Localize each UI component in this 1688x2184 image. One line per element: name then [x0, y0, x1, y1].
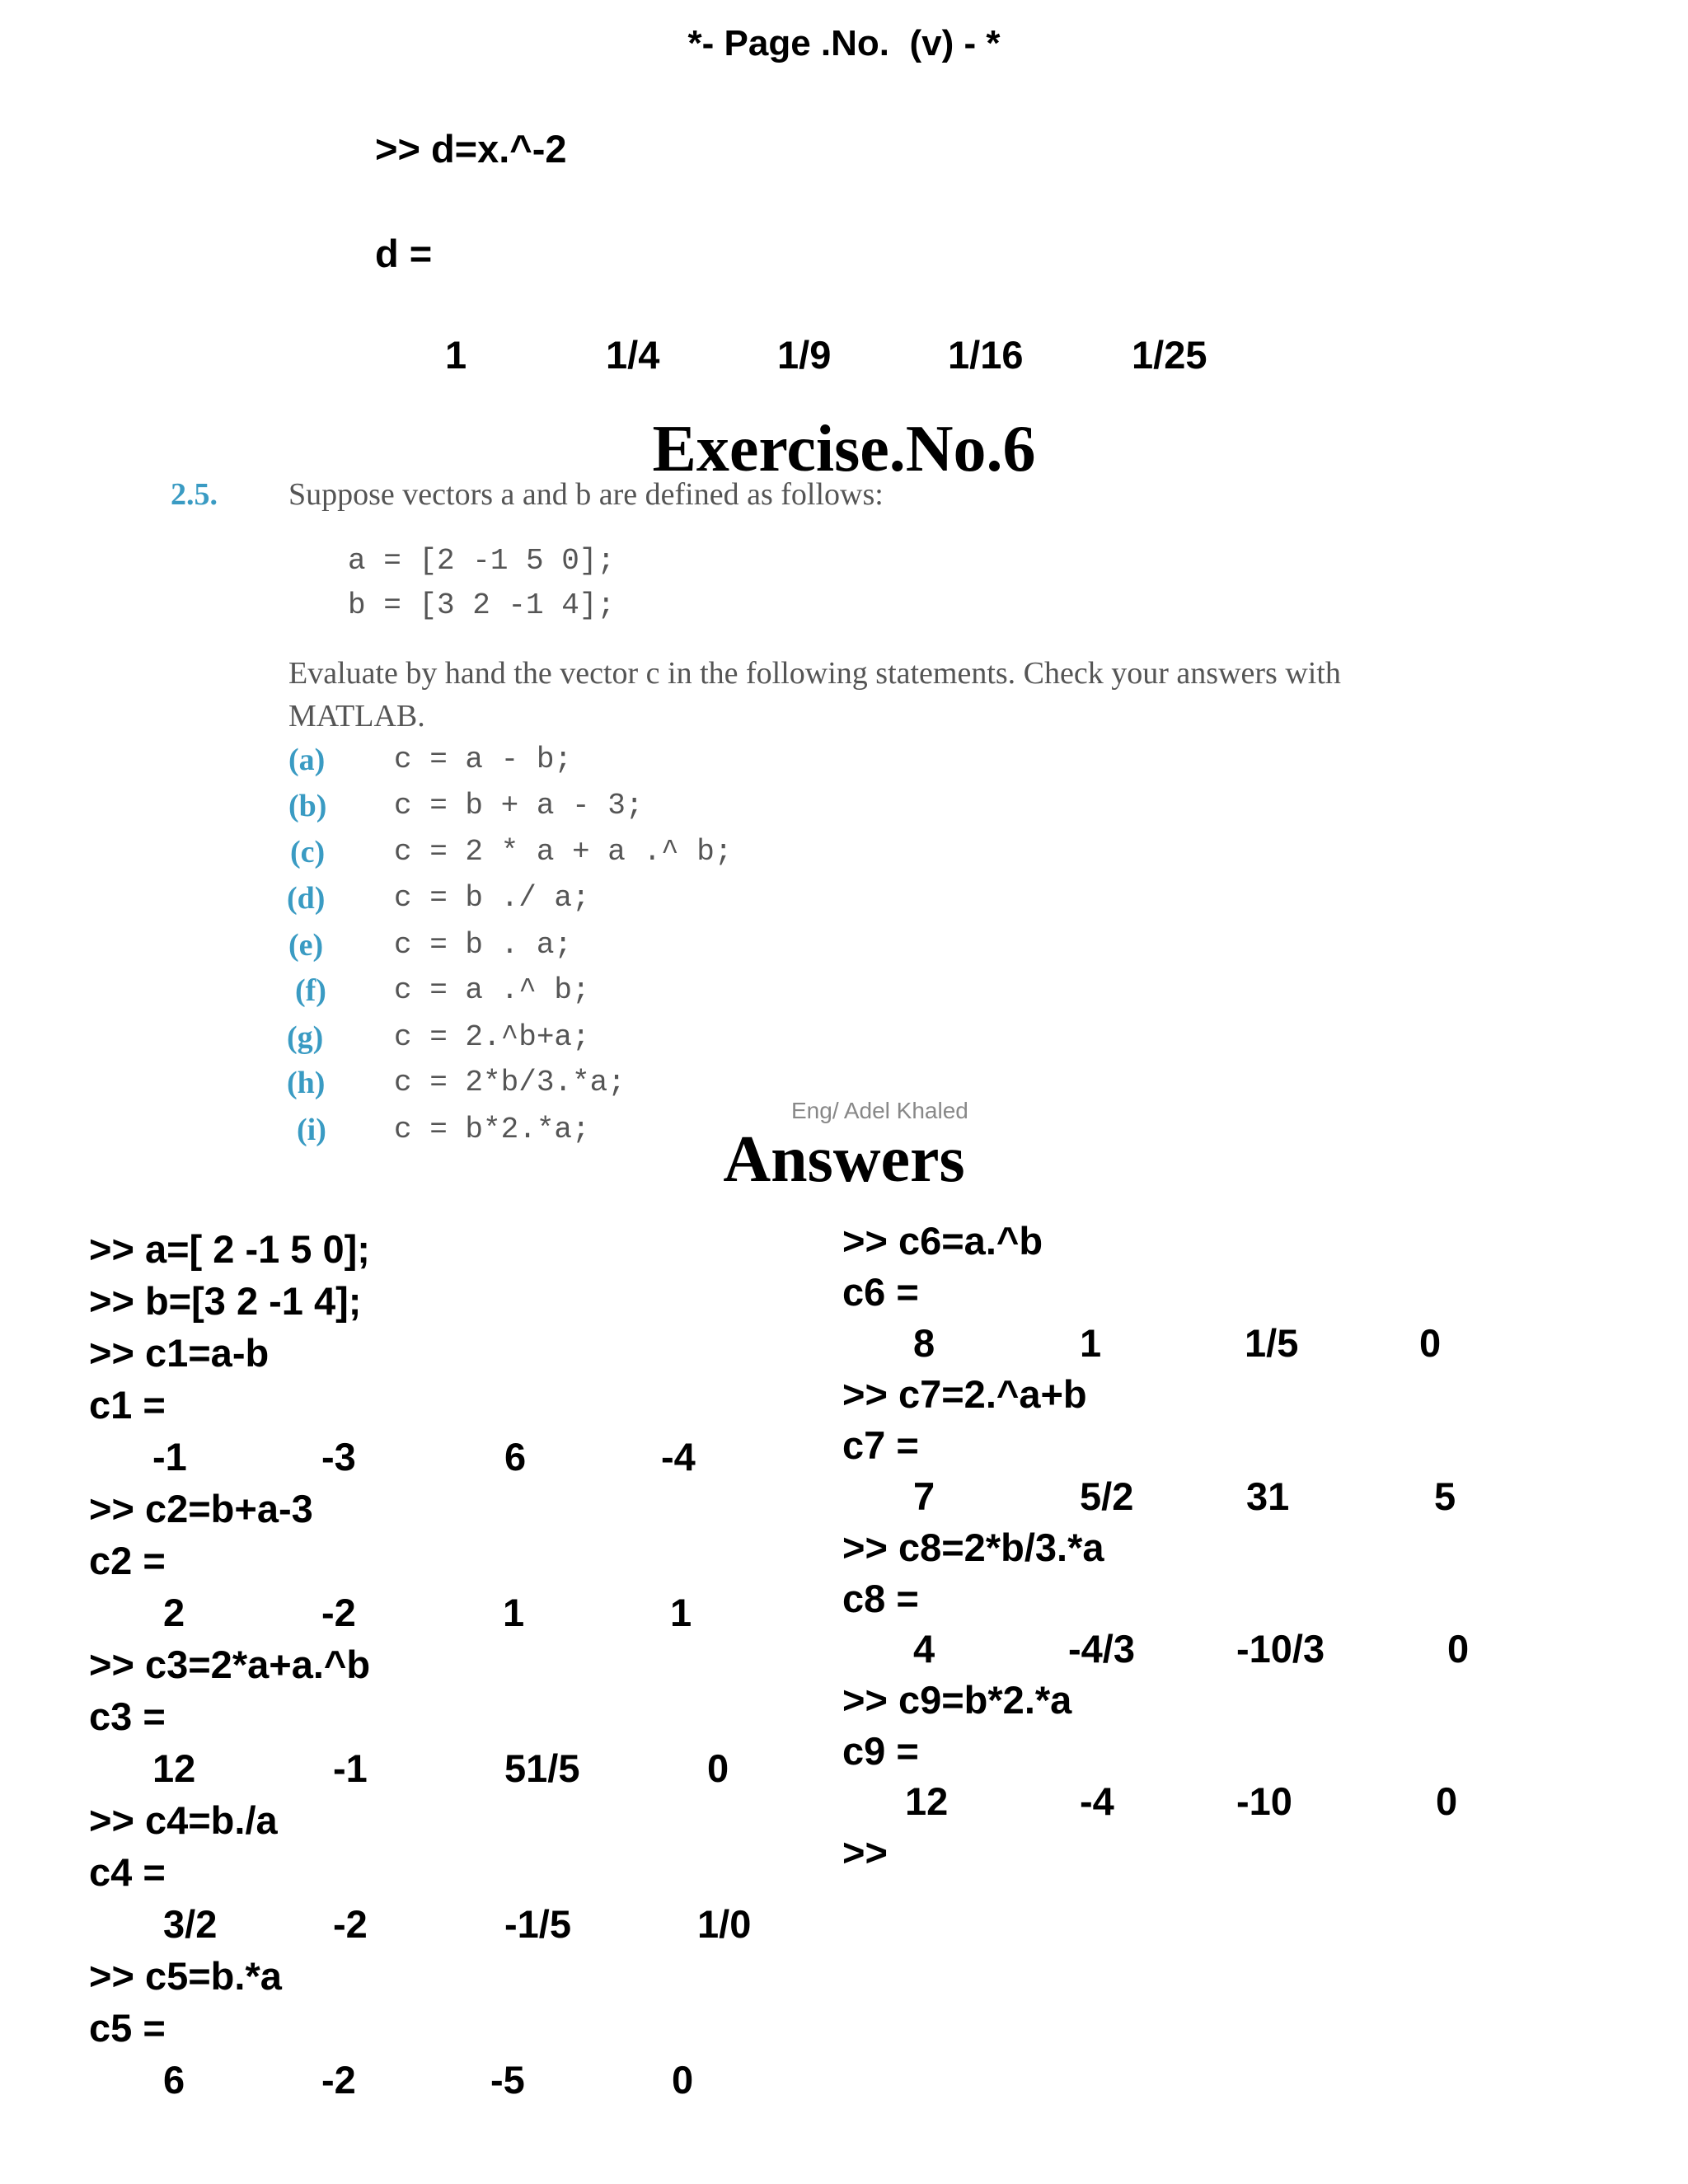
- value-cell: 51/5: [504, 1746, 580, 1790]
- command-line: >> c5=b.*a: [89, 1954, 282, 1998]
- statement-label: (b): [288, 789, 327, 823]
- statement-label: (i): [297, 1113, 326, 1147]
- statement-label: (e): [288, 928, 324, 963]
- value-cell: -2: [321, 1591, 356, 1634]
- value-cell: -2: [333, 1902, 368, 1946]
- value-cell: -2: [321, 2058, 356, 2102]
- command-line: >> c8=2*b/3.*a: [842, 1526, 1104, 1569]
- value-cell: -4/3: [1068, 1627, 1135, 1671]
- value-cell: 1/9: [777, 333, 832, 377]
- value-cell: 1: [1080, 1321, 1102, 1365]
- value-cell: 1/0: [697, 1902, 752, 1946]
- exercise-title: Exercise.No.6: [652, 413, 1036, 485]
- statement-label: (f): [295, 973, 326, 1008]
- value-cell: 5: [1434, 1474, 1456, 1518]
- value-cell: 1/16: [948, 333, 1024, 377]
- instruction-line-1: Evaluate by hand the vector c in the following statements. Check your answers with: [288, 656, 1341, 691]
- result-label: c2 =: [89, 1539, 166, 1582]
- value-cell: 12: [905, 1779, 949, 1823]
- statement-label: (c): [290, 835, 326, 869]
- vector-b-definition: b = [3 2 -1 4];: [348, 588, 616, 622]
- statement-expression: c = 2.^b+a;: [394, 1020, 590, 1054]
- result-label: c4 =: [89, 1850, 166, 1894]
- statement-label: (d): [287, 881, 326, 916]
- value-cell: -3: [321, 1435, 356, 1479]
- value-cell: 1/4: [606, 333, 660, 377]
- result-label: c3 =: [89, 1694, 166, 1738]
- value-cell: 0: [1419, 1321, 1442, 1365]
- result-label: c6 =: [842, 1270, 919, 1314]
- value-cell: -5: [490, 2058, 525, 2102]
- value-cell: 0: [1436, 1779, 1458, 1823]
- value-cell: 12: [152, 1746, 196, 1790]
- value-cell: 1/5: [1245, 1321, 1299, 1365]
- page-header: *- Page .No. (v) - *: [687, 23, 1001, 63]
- value-cell: -1: [333, 1746, 368, 1790]
- value-cell: 1/25: [1132, 333, 1207, 377]
- statement-expression: c = 2*b/3.*a;: [394, 1066, 626, 1099]
- value-cell: 1: [503, 1591, 525, 1634]
- value-cell: 5/2: [1080, 1474, 1134, 1518]
- value-cell: 31: [1246, 1474, 1290, 1518]
- statement-expression: c = a .^ b;: [394, 973, 590, 1007]
- result-label: c7 =: [842, 1423, 919, 1467]
- top-command: >> d=x.^-2: [375, 127, 567, 171]
- command-line: >> c9=b*2.*a: [842, 1678, 1072, 1722]
- value-cell: 0: [1447, 1627, 1470, 1671]
- command-line: >> c1=a-b: [89, 1331, 270, 1375]
- value-cell: -10/3: [1236, 1627, 1325, 1671]
- statement-expression: c = b*2.*a;: [394, 1113, 590, 1146]
- value-cell: 0: [707, 1746, 729, 1790]
- result-label: c8 =: [842, 1577, 919, 1620]
- result-label: c9 =: [842, 1729, 919, 1773]
- problem-intro: Suppose vectors a and b are defined as follows:: [288, 477, 884, 512]
- value-cell: 0: [672, 2058, 694, 2102]
- command-line: >> a=[ 2 -1 5 0];: [89, 1227, 370, 1271]
- result-label: c5 =: [89, 2006, 166, 2050]
- instruction-line-2: MATLAB.: [288, 699, 425, 733]
- value-cell: 7: [913, 1474, 935, 1518]
- value-cell: 1: [445, 333, 467, 377]
- value-cell: -10: [1236, 1779, 1292, 1823]
- author-signature: Eng/ Adel Khaled: [791, 1098, 968, 1123]
- command-line: >> c4=b./a: [89, 1798, 278, 1842]
- command-prompt: >>: [842, 1830, 888, 1874]
- top-result-label: d =: [375, 232, 433, 275]
- value-cell: 1: [670, 1591, 692, 1634]
- value-cell: 2: [163, 1591, 185, 1634]
- statement-expression: c = b ./ a;: [394, 881, 590, 915]
- statement-expression: c = 2 * a + a .^ b;: [394, 835, 733, 869]
- statement-label: (g): [287, 1020, 324, 1055]
- value-cell: 8: [913, 1321, 935, 1365]
- command-line: >> c6=a.^b: [842, 1219, 1043, 1263]
- command-line: >> c3=2*a+a.^b: [89, 1643, 371, 1686]
- value-cell: 6: [163, 2058, 185, 2102]
- value-cell: -1: [152, 1435, 187, 1479]
- command-line: >> b=[3 2 -1 4];: [89, 1279, 362, 1323]
- result-label: c1 =: [89, 1383, 166, 1427]
- answers-title: Answers: [723, 1123, 965, 1196]
- value-cell: -4: [661, 1435, 696, 1479]
- statement-label: (a): [288, 743, 326, 777]
- problem-number: 2.5.: [171, 477, 218, 512]
- statement-label: (h): [287, 1066, 326, 1100]
- value-cell: 6: [504, 1435, 527, 1479]
- value-cell: 3/2: [163, 1902, 218, 1946]
- value-cell: -1/5: [504, 1902, 571, 1946]
- statement-expression: c = a - b;: [394, 743, 573, 776]
- vector-a-definition: a = [2 -1 5 0];: [348, 544, 616, 578]
- value-cell: -4: [1080, 1779, 1114, 1823]
- statement-expression: c = b . a;: [394, 928, 573, 962]
- command-line: >> c7=2.^a+b: [842, 1372, 1087, 1416]
- value-cell: 4: [913, 1627, 935, 1671]
- statement-expression: c = b + a - 3;: [394, 789, 644, 823]
- command-line: >> c2=b+a-3: [89, 1487, 313, 1530]
